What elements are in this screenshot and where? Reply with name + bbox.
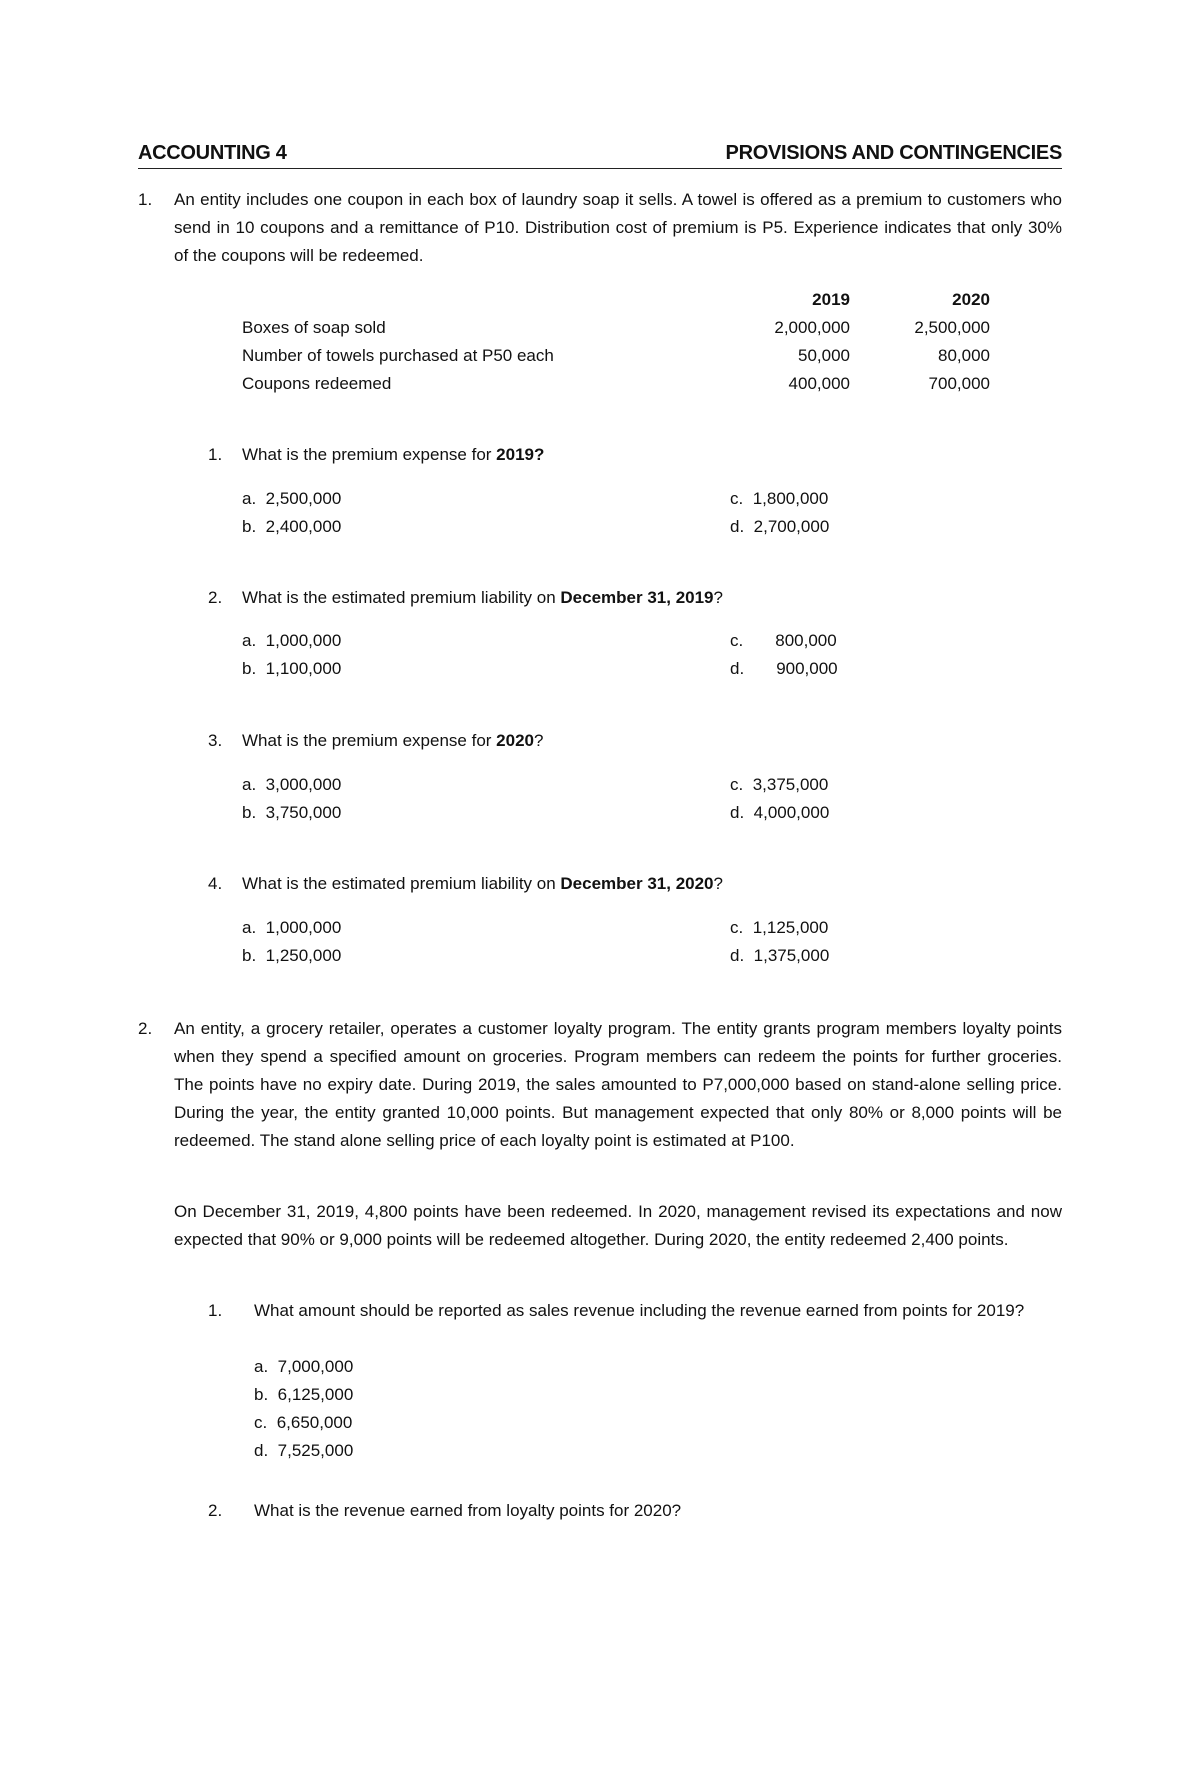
table-row-label: Number of towels purchased at P50 each [242, 346, 554, 365]
choice-b: b. 3,750,000 [242, 803, 342, 822]
table-row-label: Boxes of soap sold [242, 318, 386, 337]
question-text: What is the estimated premium liability on December 31, 2019? [242, 588, 723, 607]
question-text: What is the estimated premium liability on December 31, 2020? [242, 874, 723, 893]
question-number: 1. [208, 445, 223, 464]
choice-c: c. 6,650,000 [254, 1413, 353, 1432]
table-cell: 400,000 [788, 374, 850, 393]
choice-a: a. 1,000,000 [242, 918, 342, 937]
choice-a: a. 3,000,000 [242, 775, 342, 794]
choice-a: a. 2,500,000 [242, 489, 342, 508]
topic-title: PROVISIONS AND CONTINGENCIES [725, 142, 1062, 164]
question-number: 3. [208, 731, 223, 750]
question-text: What is the premium expense for 2020? [242, 731, 544, 750]
choice-d: d. 900,000 [730, 659, 838, 678]
choice-c: c. 1,800,000 [730, 489, 829, 508]
question-number: 2. [208, 588, 223, 607]
choice-b: b. 1,100,000 [242, 659, 342, 678]
table-cell: 700,000 [928, 374, 990, 393]
question-text: What is the revenue earned from loyalty points for 2020? [254, 1501, 682, 1520]
problem-2-paragraph-1: An entity, a grocery retailer, operates a customer loyalty program. The entity grants program members loyalty points when they spend a specified amount on groceries. Program members can redeem the points for further groceries. The points have no expiry date. During 2019, the sales amounted to P7,000,000 based on stand-alone selling price. During the year, the entity granted 10,000 points. But management expected that only 80% or 8,000 points will be redeemed. The stand alone selling price of each loyalty point is estimated at P100. [174, 1019, 1062, 1150]
header-rule [138, 168, 1062, 169]
choice-a: a. 7,000,000 [254, 1357, 354, 1376]
problem-1-number: 1. [138, 190, 153, 209]
choice-d: d. 7,525,000 [254, 1441, 354, 1460]
choice-c: c. 3,375,000 [730, 775, 829, 794]
question-number: 4. [208, 874, 223, 893]
table-cell: 50,000 [798, 346, 850, 365]
choice-b: b. 6,125,000 [254, 1385, 354, 1404]
choice-a: a. 1,000,000 [242, 631, 342, 650]
choice-b: b. 1,250,000 [242, 946, 342, 965]
problem-1-text: An entity includes one coupon in each box of laundry soap it sells. A towel is offered as a premium to customers who send in 10 coupons and a remittance of P10. Distribution cost of premium is P5. Experience indicates that only 30% of the coupons will be redeemed. [174, 190, 1062, 265]
choice-d: d. 2,700,000 [730, 517, 830, 536]
problem-2-paragraph-2: On December 31, 2019, 4,800 points have been redeemed. In 2020, management revised its expectations and now expected that 90% or 9,000 points will be redeemed altogether. During 2020, the entity redeemed 2,400 points. [174, 1202, 1062, 1249]
table-cell: 80,000 [938, 346, 990, 365]
table-cell: 2,000,000 [774, 318, 850, 337]
choice-c: c. 800,000 [730, 631, 837, 650]
problem-2-number: 2. [138, 1019, 153, 1038]
question-text: What is the premium expense for 2019? [242, 445, 545, 464]
choice-b: b. 2,400,000 [242, 517, 342, 536]
choice-d: d. 4,000,000 [730, 803, 830, 822]
table-year-2020: 2020 [952, 290, 990, 309]
table-year-2019: 2019 [812, 290, 850, 309]
question-text: What amount should be reported as sales revenue including the revenue earned from points for 2019? [254, 1301, 1025, 1320]
question-number: 2. [208, 1501, 223, 1520]
question-number: 1. [208, 1301, 223, 1320]
choice-c: c. 1,125,000 [730, 918, 829, 937]
table-cell: 2,500,000 [914, 318, 990, 337]
table-row-label: Coupons redeemed [242, 374, 392, 393]
choice-d: d. 1,375,000 [730, 946, 830, 965]
course-title: ACCOUNTING 4 [138, 142, 287, 164]
